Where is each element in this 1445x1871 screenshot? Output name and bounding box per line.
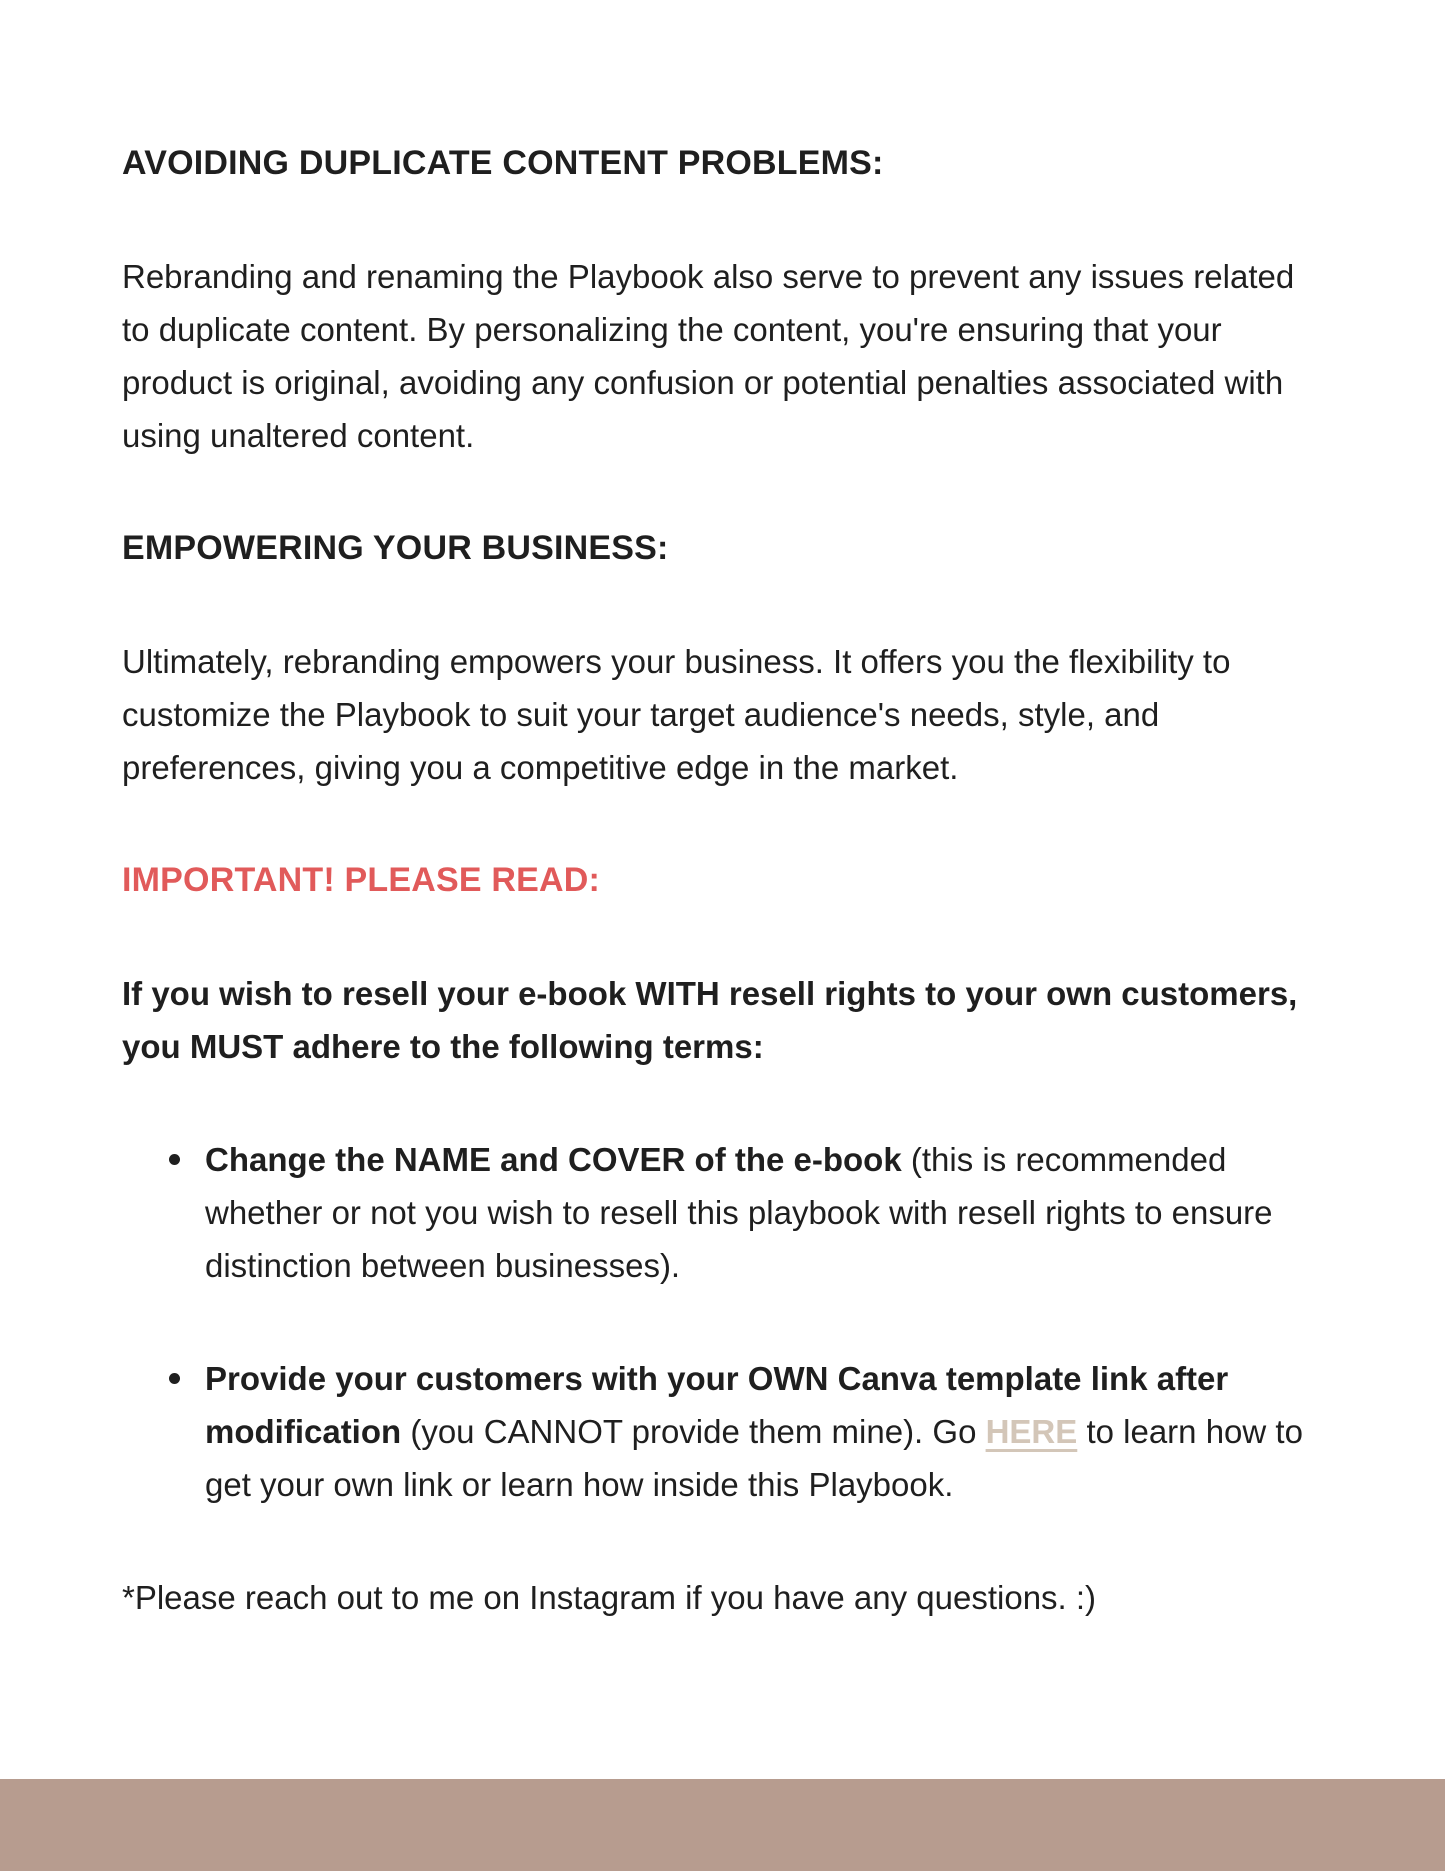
paragraph-empowering-business: Ultimately, rebranding empowers your business. It offers you the flexibility to customize the Playbook to suit your target audience's needs, style, and preferences, giving you a competitive edge in the market. <box>122 643 1231 786</box>
bullet-icon <box>169 1154 180 1165</box>
term-change-name-regular-text: (this is recommended whether or not you wish to resell this playbook with resell rights to ensure distinction between businesses). <box>205 1141 1273 1284</box>
here-link[interactable]: HERE <box>985 1413 1078 1450</box>
bottom-bar <box>0 1779 1445 1871</box>
paragraph-resell-terms-intro: If you wish to resell your e-book WITH resell rights to your own customers, you MUST adhere to the following terms: <box>122 975 1298 1065</box>
resell-terms-list <box>122 1133 1320 1511</box>
footer-note: *Please reach out to me on Instagram if you have any questions. :) <box>122 1579 1097 1616</box>
section-heading-important-read: IMPORTANT! PLEASE READ: <box>122 861 601 899</box>
section-heading-duplicate-content: AVOIDING DUPLICATE CONTENT PROBLEMS: <box>122 144 884 182</box>
bullet-icon <box>169 1373 180 1384</box>
section-heading-empowering-business: EMPOWERING YOUR BUSINESS: <box>122 529 669 567</box>
term-canva-link-after-link-text: to learn how to get your own link or learn how inside this Playbook. <box>205 1413 1303 1503</box>
term-canva-link-before-link-text: (you CANNOT provide them mine). Go <box>401 1413 986 1450</box>
term-canva-link-bold-text: Provide your customers with your OWN Canva template link after modification <box>205 1360 1229 1450</box>
list-item-canva-template-link <box>122 1352 1320 1511</box>
list-item-change-name-cover <box>122 1133 1320 1292</box>
term-change-name-bold-text: Change the NAME and COVER of the e-book <box>205 1141 902 1178</box>
paragraph-duplicate-content: Rebranding and renaming the Playbook also serve to prevent any issues related to duplicate content. By personalizing the content, you're ensuring that your product is original, avoiding any confusion or potential penalties associated with using unaltered content. <box>122 258 1295 454</box>
